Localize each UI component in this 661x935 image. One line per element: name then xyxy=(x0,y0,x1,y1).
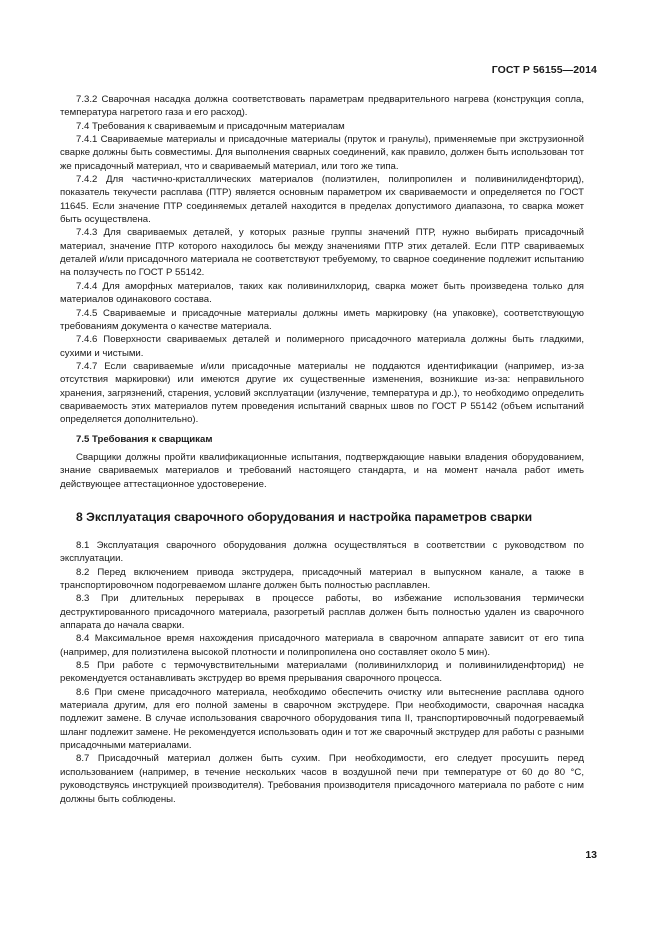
paragraph-7-4-4: 7.4.4 Для аморфных материалов, таких как поливинилхлорид, сварка может быть произведена только для материалов одинакового состава. xyxy=(60,280,584,306)
page-number: 13 xyxy=(585,849,597,861)
paragraph-7-4-2: 7.4.2 Для частично-кристаллических материалов (полиэтилен, полипропилен и поливинилиденфторид), показатель текучести расплава (ПТР) является основным параметром их свариваемости и определяется по ГОСТ 11645. Если значение ПТР соединяемых деталей находится в пределах допустимого диапазона, то сварка может быть осуществлена. xyxy=(60,174,584,226)
paragraph-7-4-1: 7.4.1 Свариваемые материалы и присадочные материалы (пруток и гранулы), применяемые при экструзионной сварке должны быть совместимы. Для выполнения сварных соединений, как правило, должен быть использован тот же присадочный материал, что и свариваемый материал, или того же типа. xyxy=(60,134,584,172)
subheading-7-4: 7.4 Требования к свариваемым и присадочным материалам xyxy=(76,120,345,132)
paragraph-8-3: 8.3 При длительных перерывах в процессе работы, во избежание использования термически деструктированного присадочного материала, разогретый расплав должен быть полностью удален из сварочного аппарата до начала сварки. xyxy=(60,593,584,632)
paragraph-7-4-3: 7.4.3 Для свариваемых деталей, у которых разные группы значений ПТР, нужно выбирать присадочный материал, значение ПТР которого находилось бы между значениями ПТР этих деталей. Если ПТР свариваемых деталей и/или присадочного материала не соответствуют требуемому, то сварное соединение подлежит испытанию на ползучесть по ГОСТ Р 55142. xyxy=(60,227,584,279)
paragraph-7-5: Сварщики должны пройти квалификационные испытания, подтверждающие навыки владения оборудованием, знание свариваемых материалов и требований настоящего стандарта, и на момент начала работ иметь действующее аттестационное удостоверение. xyxy=(60,451,584,490)
section-8-title: 8 Эксплуатация сварочного оборудования и настройка параметров сварки xyxy=(76,509,533,524)
paragraph-7-4-6: 7.4.6 Поверхности свариваемых деталей и полимерного присадочного материала должны быть гладкими, сухими и чистыми. xyxy=(60,334,584,359)
subheading-7-5: 7.5 Требования к сварщикам xyxy=(76,433,213,445)
paragraph-7-4-5: 7.4.5 Свариваемые и присадочные материалы должны иметь маркировку (на упаковке), соответствующую требованиям документа о качестве материала. xyxy=(60,307,584,332)
paragraph-8-6: 8.6 При смене присадочного материала, необходимо обеспечить очистку или вытеснение расплава одного материала другим, для его полной замены в сварочном экструдере. При необходимости, сварочная насадка подлежит замене. В случае использования сварочного оборудования типа II, транспортировочный подогреваемый шланг подлежит замене. Не рекомендуется использовать один и тот же сварочный экструдер для работы с разными присадочными материалами. xyxy=(60,686,584,752)
paragraph-7-3-2: 7.3.2 Сварочная насадка должна соответствовать параметрам предварительного нагрева (конструкция сопла, температура нагретого газа и его расход). xyxy=(60,94,584,119)
page-content xyxy=(60,93,584,806)
paragraph-8-4: 8.4 Максимальное время нахождения присадочного материала в сварочном аппарате зависит от его типа (например, для полиэтилена высокой плотности и полипропилена оно составляет около 5 мин). xyxy=(60,633,584,658)
paragraph-8-2: 8.2 Перед включением привода экструдера, присадочный материал в выпускном канале, а также в транспортировочном подогреваемом шланге должен быть полностью расплавлен. xyxy=(60,566,584,591)
paragraph-7-4-7: 7.4.7 Если свариваемые и/или присадочные материалы не поддаются идентификации (например, из-за отсутствия маркировки) или имеются другие их существенные изменения, возникшие из-за: неправильного хранения, загрязнений, старения, условий эксплуатации (излучение, температура и др.), то необходимо определить свариваемость этих материалов путем проведения испытаний сварных швов по ГОСТ Р 55142 (объем испытаний определяется дополнительно). xyxy=(60,360,584,426)
paragraph-8-7: 8.7 Присадочный материал должен быть сухим. При необходимости, его следует просушить перед использованием (например, в течение нескольких часов в воздушной печи при температуре от 60 до 80 °С, руководствуясь инструкцией производителя). Требования производителя присадочного материала по работе с ним должны быть соблюдены. xyxy=(60,753,584,805)
paragraph-8-5: 8.5 При работе с термочувствительными материалами (поливинилхлорид и поливинилиденфторид) не рекомендуется останавливать экструдер во время прерывания сварочного процесса. xyxy=(60,660,584,685)
document-header: ГОСТ Р 56155—2014 xyxy=(491,64,597,76)
paragraph-8-1: 8.1 Эксплуатация сварочного оборудования должна осуществляться в соответствии с руководством по эксплуатации. xyxy=(60,539,584,565)
